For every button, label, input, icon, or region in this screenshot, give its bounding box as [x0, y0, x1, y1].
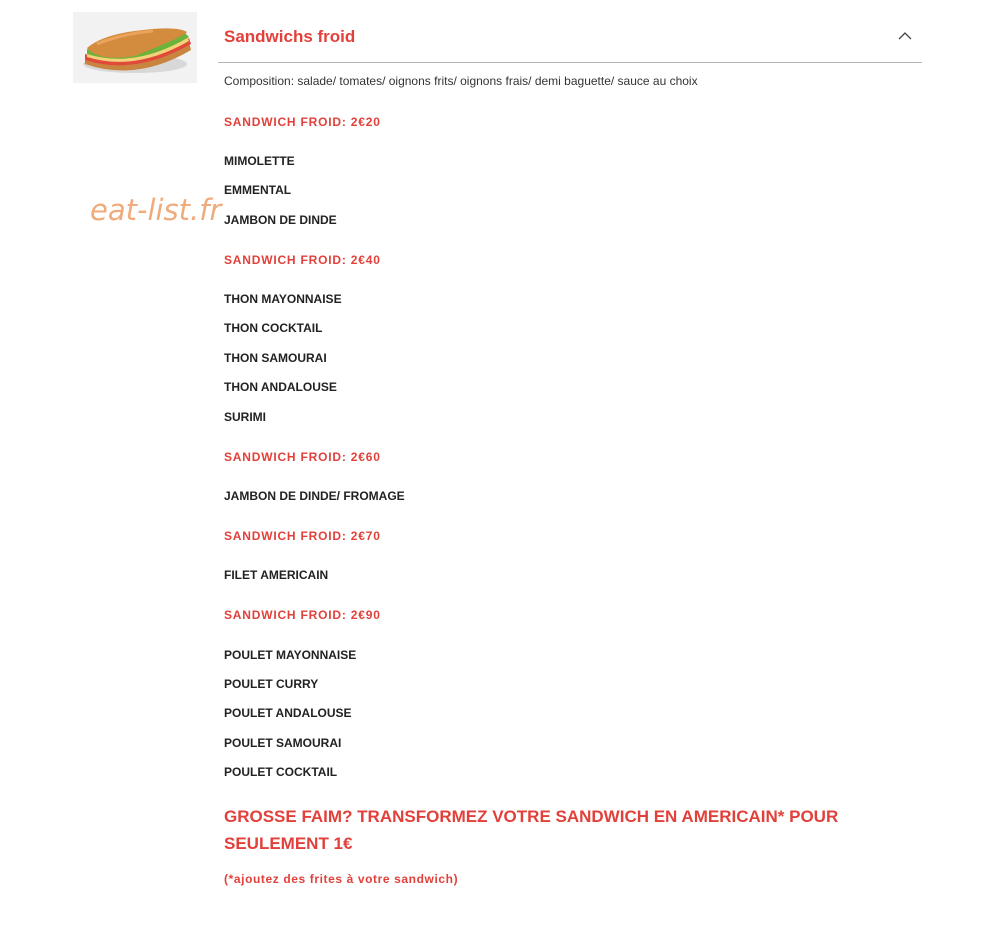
price-heading: SANDWICH FROID: 2€40: [224, 253, 381, 267]
menu-item: MIMOLETTE: [224, 154, 295, 168]
menu-item: THON COCKTAIL: [224, 321, 323, 335]
promo-note: (*ajoutez des frites à votre sandwich): [224, 872, 459, 886]
menu-item: POULET MAYONNAISE: [224, 648, 357, 662]
menu-item: POULET CURRY: [224, 677, 319, 691]
menu-item: JAMBON DE DINDE/ FROMAGE: [224, 489, 405, 503]
sandwich-thumbnail: [73, 12, 197, 83]
menu-item: THON MAYONNAISE: [224, 292, 342, 306]
menu-item: POULET COCKTAIL: [224, 765, 338, 779]
section-title: Sandwichs froid: [224, 27, 356, 46]
menu-item: EMMENTAL: [224, 183, 292, 197]
price-heading: SANDWICH FROID: 2€70: [224, 529, 381, 543]
menu-item: THON SAMOURAI: [224, 351, 327, 365]
menu-item: SURIMI: [224, 410, 266, 424]
menu-item: THON ANDALOUSE: [224, 380, 337, 394]
chevron-up-icon[interactable]: [898, 31, 912, 41]
menu-item: POULET ANDALOUSE: [224, 706, 352, 720]
composition-text: Composition: salade/ tomates/ oignons frits/ oignons frais/ demi baguette/ sauce au choix: [224, 74, 698, 88]
menu-item: JAMBON DE DINDE: [224, 213, 337, 227]
price-heading: SANDWICH FROID: 2€60: [224, 450, 381, 464]
menu-item: FILET AMERICAIN: [224, 568, 329, 582]
price-heading: SANDWICH FROID: 2€20: [224, 115, 381, 129]
menu-item: POULET SAMOURAI: [224, 736, 342, 750]
accordion-panel: [218, 0, 922, 63]
price-heading: SANDWICH FROID: 2€90: [224, 608, 381, 622]
promo-text: GROSSE FAIM? TRANSFORMEZ VOTRE SANDWICH EN AMERICAIN* POUR SEULEMENT 1€: [224, 807, 839, 853]
watermark-text: eat-list.fr: [90, 193, 222, 227]
accordion-header-sandwichs-froid[interactable]: [218, 0, 922, 63]
